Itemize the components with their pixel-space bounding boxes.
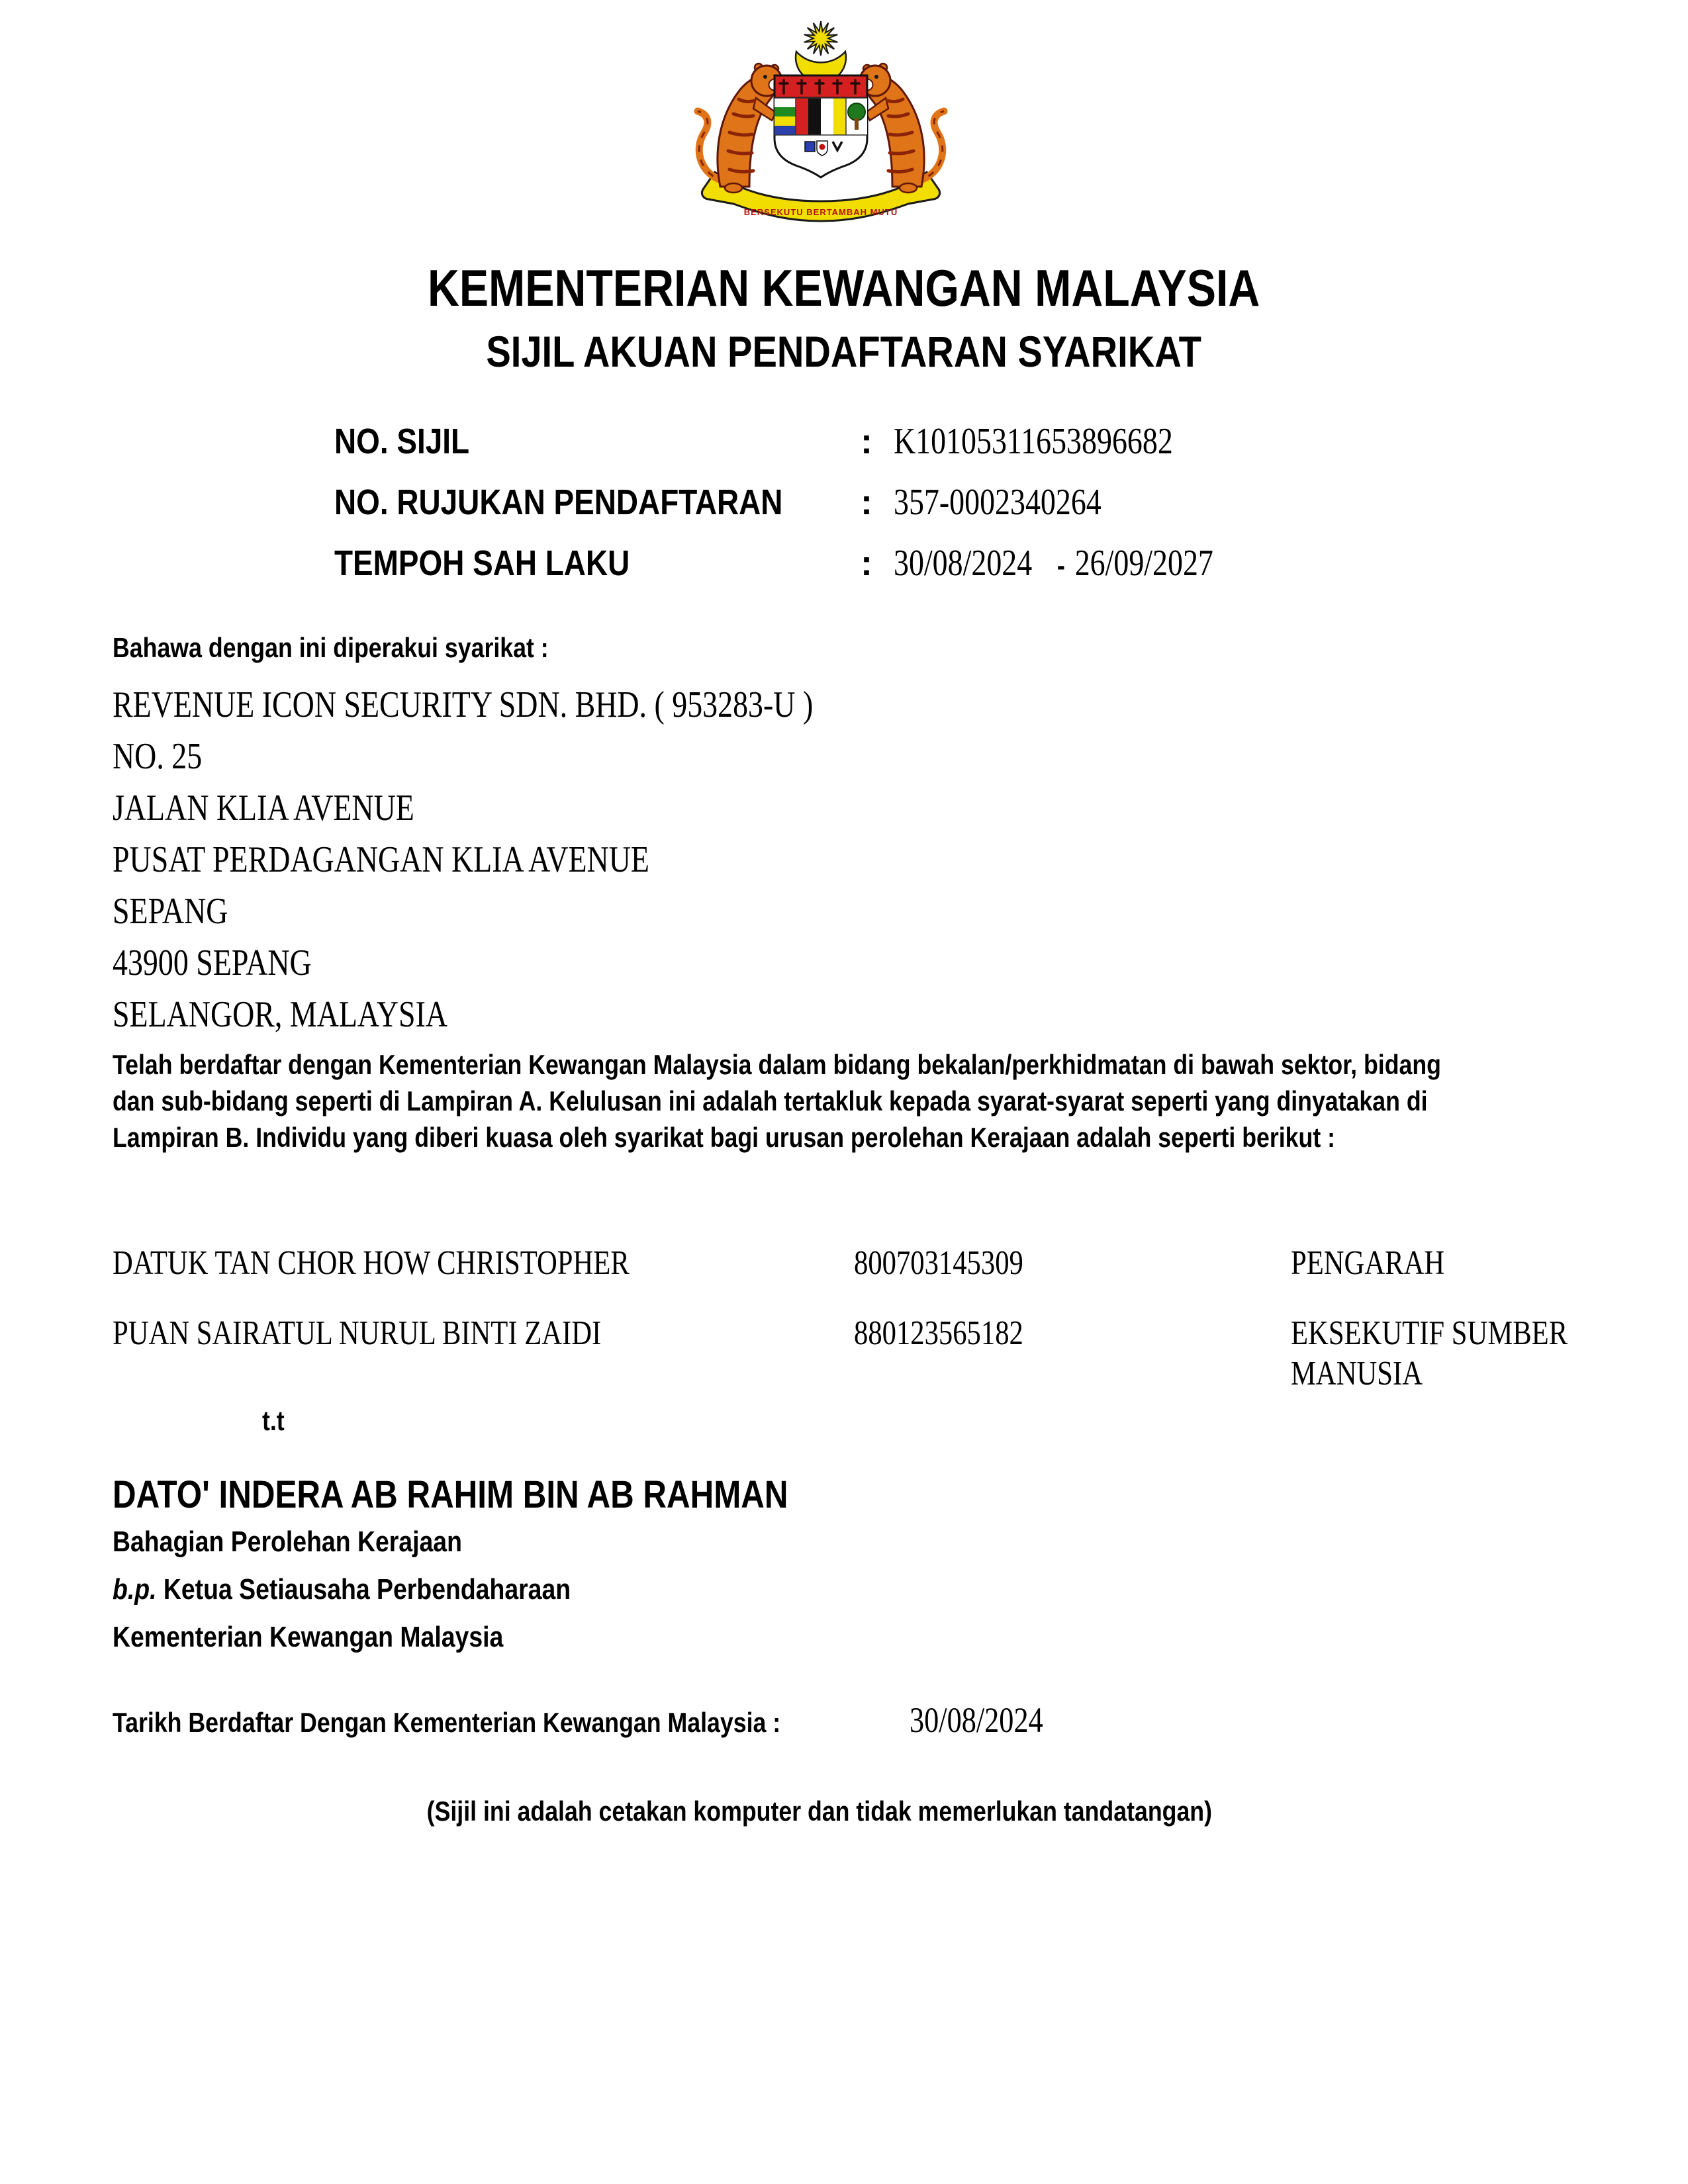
paragraph-line: dan sub-bidang seperti di Lampiran A. Kelulusan ini adalah tertakluk kepada syarat-syarat seperti yang dinyatakan di <box>113 1085 1428 1116</box>
no-rujukan-separator: : <box>861 482 872 522</box>
address-line: JALAN KLIA AVENUE <box>113 788 414 829</box>
no-rujukan-label: NO. RUJUKAN PENDAFTARAN <box>334 482 783 522</box>
company-name-line: REVENUE ICON SECURITY SDN. BHD. ( 953283-U ) <box>113 684 814 725</box>
validity-dash: - <box>1056 549 1065 582</box>
no-sijil-value: K10105311653896682 <box>894 421 1173 462</box>
tempoh-separator: : <box>861 543 872 583</box>
malaysia-coat-of-arms <box>675 15 966 233</box>
person-ic-number: 800703145309 <box>854 1244 1023 1282</box>
no-sijil-label: NO. SIJIL <box>334 422 470 461</box>
registration-date-label: Tarikh Berdaftar Dengan Kementerian Kewangan Malaysia : <box>113 1707 781 1738</box>
detail-row-tempoh <box>334 545 1284 582</box>
tempoh-value <box>894 545 1213 582</box>
federal-star-icon <box>804 21 838 56</box>
tiger-supporter-left <box>698 64 782 193</box>
paragraph-line: Telah berdaftar dengan Kementerian Kewangan Malaysia dalam bidang bekalan/perkhidmatan di bawah sektor, bidang <box>113 1049 1441 1080</box>
tempoh-label: TEMPOH SAH LAKU <box>334 543 630 583</box>
tiger-supporter-right <box>860 64 944 193</box>
validity-end-date: 26/09/2027 <box>1074 543 1213 584</box>
signatory-division: Bahagian Perolehan Kerajaan <box>113 1525 462 1558</box>
validity-start-date: 30/08/2024 <box>894 543 1033 584</box>
authorized-person-row <box>113 1243 1662 1283</box>
person-name: PUAN SAIRATUL NURUL BINTI ZAIDI <box>113 1314 602 1352</box>
certificate-title-text: SIJIL AKUAN PENDAFTARAN SYARIKAT <box>486 327 1202 376</box>
registration-date-value: 30/08/2024 <box>910 1700 1043 1740</box>
address-line: SEPANG <box>113 891 228 932</box>
detail-row-no-sijil <box>334 423 1234 460</box>
on-behalf-text: Ketua Setiausaha Perbendaharaan <box>163 1573 571 1606</box>
person-position: EKSEKUTIF SUMBER MANUSIA <box>1291 1314 1568 1393</box>
no-rujukan-value: 357-0002340264 <box>894 482 1102 523</box>
ministry-title-text: KEMENTERIAN KEWANGAN MALAYSIA <box>428 259 1260 317</box>
address-line: SELANGOR, MALAYSIA <box>113 994 448 1035</box>
person-position: PENGARAH <box>1291 1244 1445 1282</box>
paragraph-line: Lampiran B. Individu yang diberi kuasa oleh syarikat bagi urusan perolehan Kerajaan adalah seperti berikut : <box>113 1122 1336 1153</box>
company-address-block <box>113 679 967 1040</box>
signatory-name: DATO' INDERA AB RAHIM BIN AB RAHMAN <box>113 1473 788 1516</box>
certificate-title <box>0 327 1688 376</box>
no-sijil-separator: : <box>861 422 872 461</box>
registration-date-row <box>113 1700 1043 1740</box>
ministry-title <box>0 259 1688 317</box>
bp-prefix: b.p. <box>113 1573 157 1606</box>
person-ic-number: 880123565182 <box>854 1314 1023 1352</box>
motto-text: BERSEKUTU BERTAMBAH MUTU <box>743 207 898 217</box>
coat-of-arms-graphic <box>675 15 966 233</box>
authorized-person-row <box>113 1313 1662 1394</box>
address-line: 43900 SEPANG <box>113 942 312 983</box>
address-line: PUSAT PERDAGANGAN KLIA AVENUE <box>113 839 649 880</box>
computer-printed-note: (Sijil ini adalah cetakan komputer dan tidak memerlukan tandatangan) <box>426 1796 1213 1827</box>
declaration-intro: Bahawa dengan ini diperakui syarikat : <box>113 632 549 663</box>
signatory-ministry: Kementerian Kewangan Malaysia <box>113 1621 504 1653</box>
signed-marker: t.t <box>262 1405 285 1436</box>
address-line: NO. 25 <box>113 736 203 777</box>
registration-paragraph <box>113 1051 1675 1160</box>
detail-row-no-rujukan <box>334 484 1147 521</box>
signatory-on-behalf <box>113 1575 651 1604</box>
person-name: DATUK TAN CHOR HOW CHRISTOPHER <box>113 1244 630 1282</box>
shield <box>774 75 867 177</box>
